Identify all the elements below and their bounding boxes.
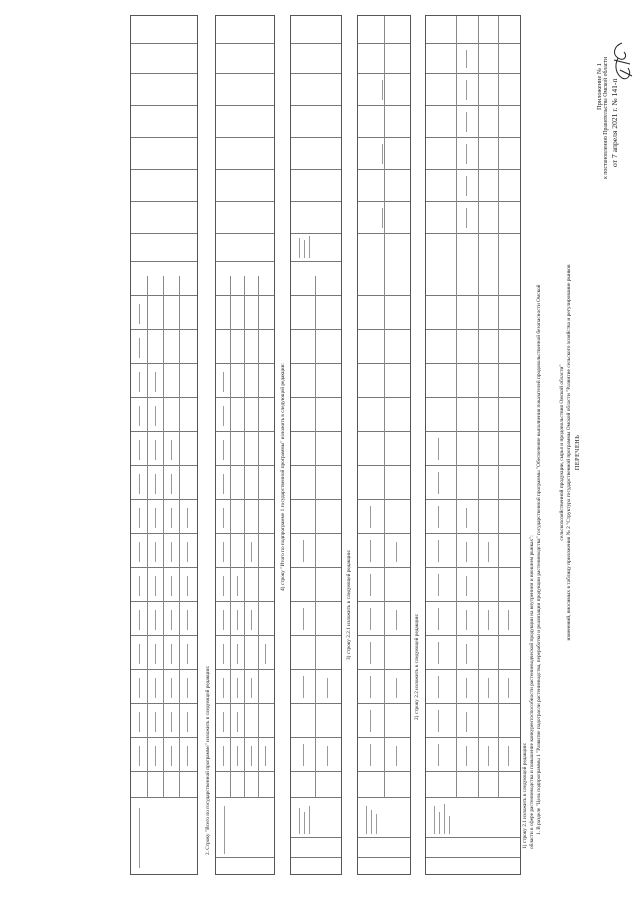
document-subtitle-1: изменений, вносимых в таблицу приложения № 2 "Структура государственной программы Омской области "Развитие сельского хозяйства и регулирование рынков [566, 264, 572, 641]
table-row-2-2 [357, 15, 411, 875]
table-row-2-2-1 [290, 15, 342, 875]
item1-text-2: области в сфере растениеводства и повышение конкурентоспособности растениеводческой продукции на внутреннем и внешнем рынках": [529, 535, 535, 849]
appendix-to: к постановлению Правительства Омской области [603, 57, 609, 179]
item1-text-1: 1. В разделе "Цель подпрограммы 1 "Развитие подотрасли растениеводства, переработки и реализации продукции растениеводства" государственной программы "Обеспечение выполнения показателей продовольственной безопасности Омской [536, 284, 542, 835]
item3-text: 3) строку 2.2.1 изложить в следующей редакции: [346, 549, 352, 660]
document-subtitle-2: сельскохозяйственной продукции, сырья и продовольствия Омской области" [559, 364, 565, 541]
item5-text: 2. Строку "Всего по государственной программе" изложить в следующей редакции: [205, 665, 211, 855]
item2-text: 2) строку 2.2 изложить в следующей редакции: [414, 613, 420, 720]
document-title: ПЕРЕЧЕНЬ [574, 434, 581, 471]
appendix-label: Приложение № 1 [596, 63, 603, 110]
table-program-total [130, 15, 198, 875]
table-subprogram-total [215, 15, 275, 875]
item4-text: 4) строку "Итого по подпрограмме 1 государственной программы" изложить в следующей редакции: [280, 363, 286, 591]
table-row-2-1 [425, 15, 521, 875]
item1-subtitle: 1) строку 2.1 изложить в следующей редакции: [522, 742, 528, 849]
appendix-date: от 7 апреля 2021 г. № 141-п [610, 78, 619, 167]
